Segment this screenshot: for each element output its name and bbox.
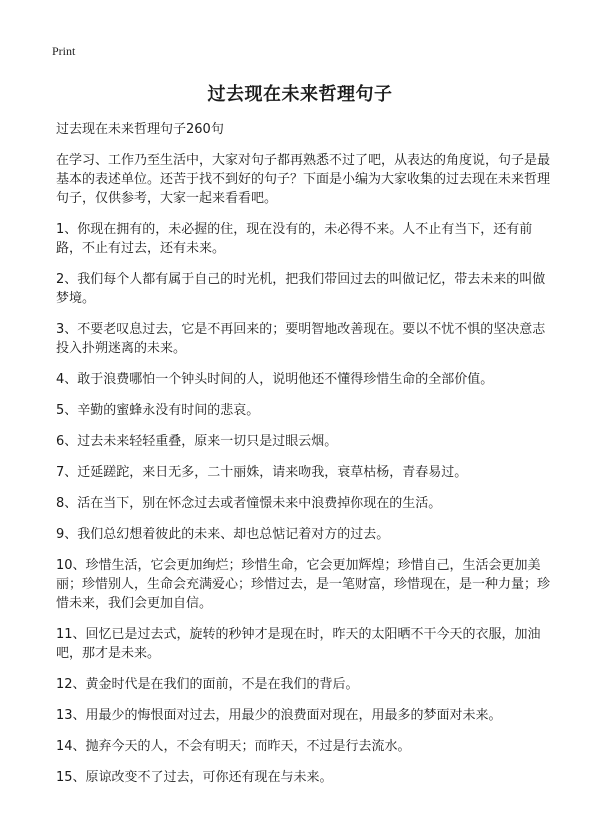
page-title: 过去现在未来哲理句子 <box>207 84 393 105</box>
quote-list <box>56 220 550 787</box>
print-link[interactable]: Print <box>52 44 76 58</box>
quote-item-13: 13、用最少的悔恨面对过去，用最少的浪费面对现在，用最多的梦面对未来。 <box>56 708 502 723</box>
quote-item-6: 6、过去未来轻轻重叠，原来一切只是过眼云烟。 <box>56 434 338 449</box>
quote-item-10: 10、珍惜生活，它会更加绚烂；珍惜生命，它会更加辉煌；珍惜自己，生活会更加美丽；珍惜别人，生命会充满爱心；珍惜过去，是一笔财富，珍惜现在，是一种力量；珍惜未来，我们会更加自信。 <box>56 558 551 611</box>
quote-item-14: 14、抛弃今天的人，不会有明天；而昨天，不过是行去流水。 <box>56 739 411 754</box>
article-intro: 在学习、工作乃至生活中，大家对句子都再熟悉不过了吧，从表达的角度说，句子是最基本的表述单位。还苦于找不到好的句子？下面是小编为大家收集的过去现在未来哲理句子，仅供参考，大家一起来看看吧。 <box>56 153 551 206</box>
quote-item-15: 15、原谅改变不了过去，可你还有现在与未来。 <box>56 770 333 785</box>
quote-item-5: 5、辛勤的蜜蜂永没有时间的悲哀。 <box>56 403 260 418</box>
quote-item-2: 2、我们每个人都有属于自己的时光机，把我们带回过去的叫做记忆，带去未来的叫做梦境。 <box>56 272 546 306</box>
quote-item-3: 3、不要老叹息过去，它是不再回来的；要明智地改善现在。要以不忧不惧的坚决意志投入扑朔迷离的未来。 <box>56 322 546 356</box>
quote-item-4: 4、敢于浪费哪怕一个钟头时间的人，说明他还不懂得珍惜生命的全部价值。 <box>56 372 494 387</box>
quote-item-12: 12、黄金时代是在我们的面前，不是在我们的背后。 <box>56 677 359 692</box>
quote-item-1: 1、你现在拥有的，未必握的住，现在没有的，未必得不来。人不止有当下，还有前路，不止有过去，还有未来。 <box>56 222 533 256</box>
quote-item-11: 11、回忆已是过去式，旋转的秒钟才是现在时，昨天的太阳晒不干今天的衣服，加油吧，那才是未来。 <box>56 627 541 661</box>
quote-item-9: 9、我们总幻想着彼此的未来、却也总惦记着对方的过去。 <box>56 527 390 542</box>
article-body <box>56 120 550 799</box>
quote-item-8: 8、活在当下，别在怀念过去或者憧憬未来中浪费掉你现在的生活。 <box>56 496 442 511</box>
article-subtitle: 过去现在未来哲理句子260句 <box>56 122 224 137</box>
quote-item-7: 7、迁延蹉跎，来日无多，二十丽姝，请来吻我，衰草枯杨，青春易过。 <box>56 465 468 480</box>
